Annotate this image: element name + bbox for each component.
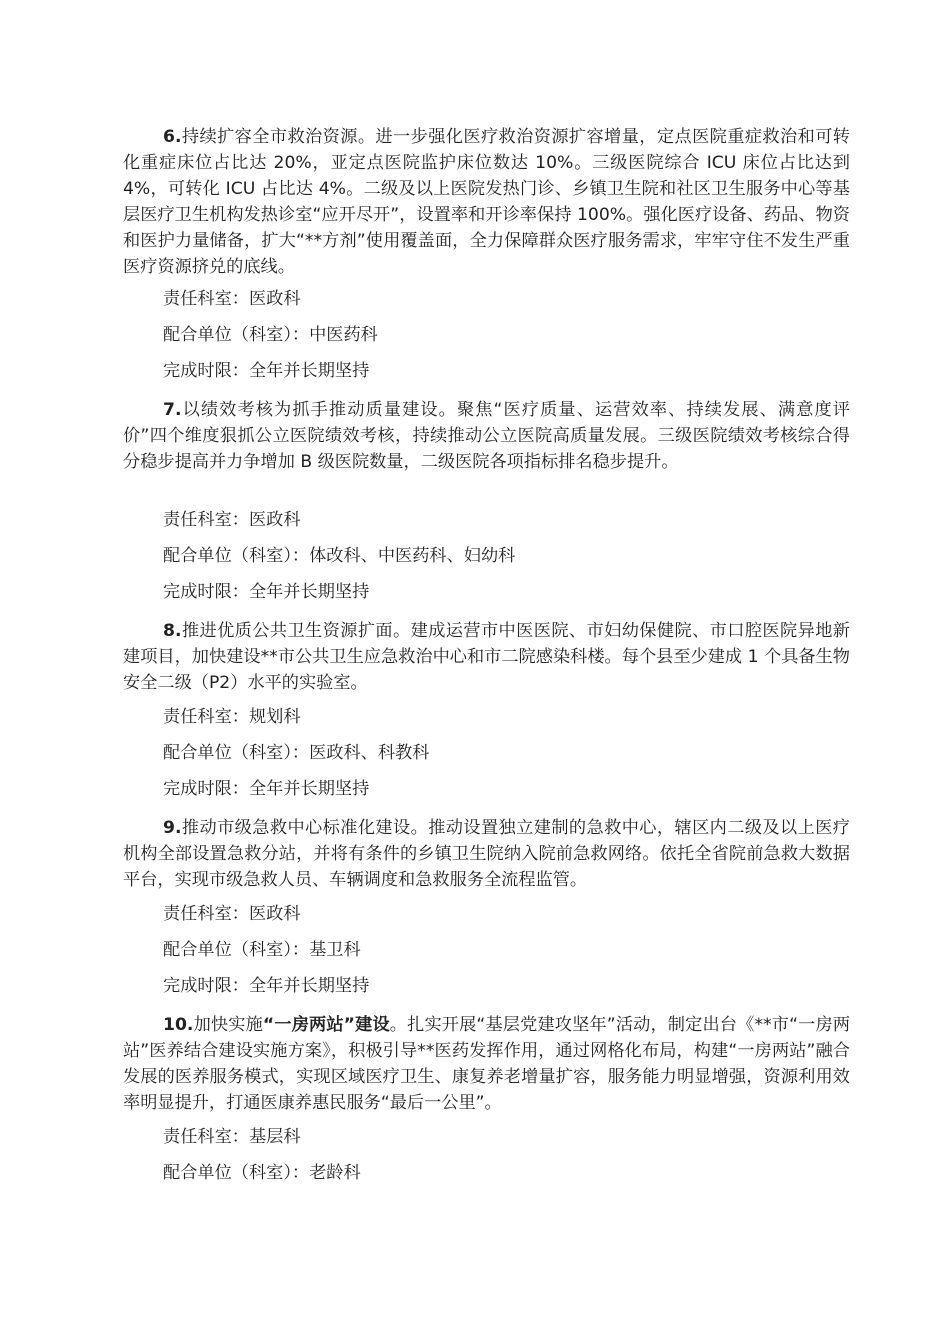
item-10-text-prefix: 加快实施 bbox=[193, 1015, 263, 1035]
item-10-text: 。扎实开展“基层党建攻坚年”活动，制定出台《**市“一房两站”医养结合建设实施方案》，积极引导**医药发挥作用，通过网格化布局，构建“一房两站”融合发展的医养服务模式，实现区域医疗卫生、康复养老增量扩容，服务能力明显增强，资源利用效率明显提升，打通医康养惠民服务“最后一公里”。 bbox=[123, 1015, 851, 1113]
item-7-responsible: 责任科室：医政科 bbox=[163, 510, 301, 530]
item-6-deadline: 完成时限：全年并长期坚持 bbox=[163, 361, 370, 381]
item-8-deadline: 完成时限：全年并长期坚持 bbox=[163, 779, 370, 799]
item-9-paragraph bbox=[123, 815, 850, 893]
item-6-cooperating: 配合单位（科室）：中医药科 bbox=[163, 325, 378, 345]
item-10-text-bold: “一房两站”建设 bbox=[262, 1015, 390, 1035]
item-7-cooperating: 配合单位（科室）：体改科、中医药科、妇幼科 bbox=[163, 546, 516, 566]
item-10-number: 10. bbox=[163, 1015, 194, 1035]
item-6-paragraph bbox=[123, 124, 850, 280]
item-8-cooperating: 配合单位（科室）：医政科、科教科 bbox=[163, 743, 430, 763]
item-8-number: 8. bbox=[163, 621, 182, 641]
item-7-deadline: 完成时限：全年并长期坚持 bbox=[163, 582, 370, 602]
item-8-responsible: 责任科室：规划科 bbox=[163, 707, 301, 727]
item-9-responsible: 责任科室：医政科 bbox=[163, 904, 301, 924]
item-8-paragraph bbox=[123, 618, 850, 696]
item-7-text: 以绩效考核为抓手推动质量建设。聚焦“医疗质量、运营效率、持续发展、满意度评价”四个维度狠抓公立医院绩效考核，持续推动公立医院高质量发展。三级医院绩效考核综合得分稳步提高并力争增加 B 级医院数量，二级医院各项指标排名稳步提升。 bbox=[123, 400, 850, 472]
item-10-paragraph bbox=[123, 1012, 850, 1116]
item-9-deadline: 完成时限：全年并长期坚持 bbox=[163, 976, 370, 996]
item-9-text: 推动市级急救中心标准化建设。推动设置独立建制的急救中心，辖区内二级及以上医疗机构全部设置急救分站，并将有条件的乡镇卫生院纳入院前急救网络。依托全省院前急救大数据平台，实现市级急救人员、车辆调度和急救服务全流程监管。 bbox=[123, 818, 850, 890]
item-7-number: 7. bbox=[163, 400, 182, 420]
item-10-responsible: 责任科室：基层科 bbox=[163, 1127, 301, 1147]
item-9-cooperating: 配合单位（科室）：基卫科 bbox=[163, 940, 361, 960]
item-6-number: 6. bbox=[163, 127, 182, 147]
item-8-text: 推进优质公共卫生资源扩面。建成运营市中医医院、市妇幼保健院、市口腔医院异地新建项目，加快建设**市公共卫生应急救治中心和市二院感染科楼。每个县至少建成 1 个具备生物安全二级（P2）水平的实验室。 bbox=[123, 621, 850, 693]
item-6-text: 持续扩容全市救治资源。进一步强化医疗救治资源扩容增量，定点医院重症救治和可转化重症床位占比达 20%，亚定点医院监护床位数达 10%。三级医院综合 ICU 床位占比达到 4%，可转化 ICU 占比达 4%。二级及以上医院发热门诊、乡镇卫生院和社区卫生服务中心等基层医疗卫生机构发热诊室“应开尽开”，设置率和开诊率保持 100%。强化医疗设备、药品、物资和医护力量储备，扩大“**方剂”使用覆盖面，全力保障群众医疗服务需求，牢牢守住不发生严重医疗资源挤兑的底线。 bbox=[123, 127, 850, 277]
item-10-cooperating: 配合单位（科室）：老龄科 bbox=[163, 1163, 361, 1183]
item-9-number: 9. bbox=[163, 818, 182, 838]
item-6-responsible: 责任科室：医政科 bbox=[163, 289, 301, 309]
item-7-paragraph bbox=[123, 397, 850, 475]
